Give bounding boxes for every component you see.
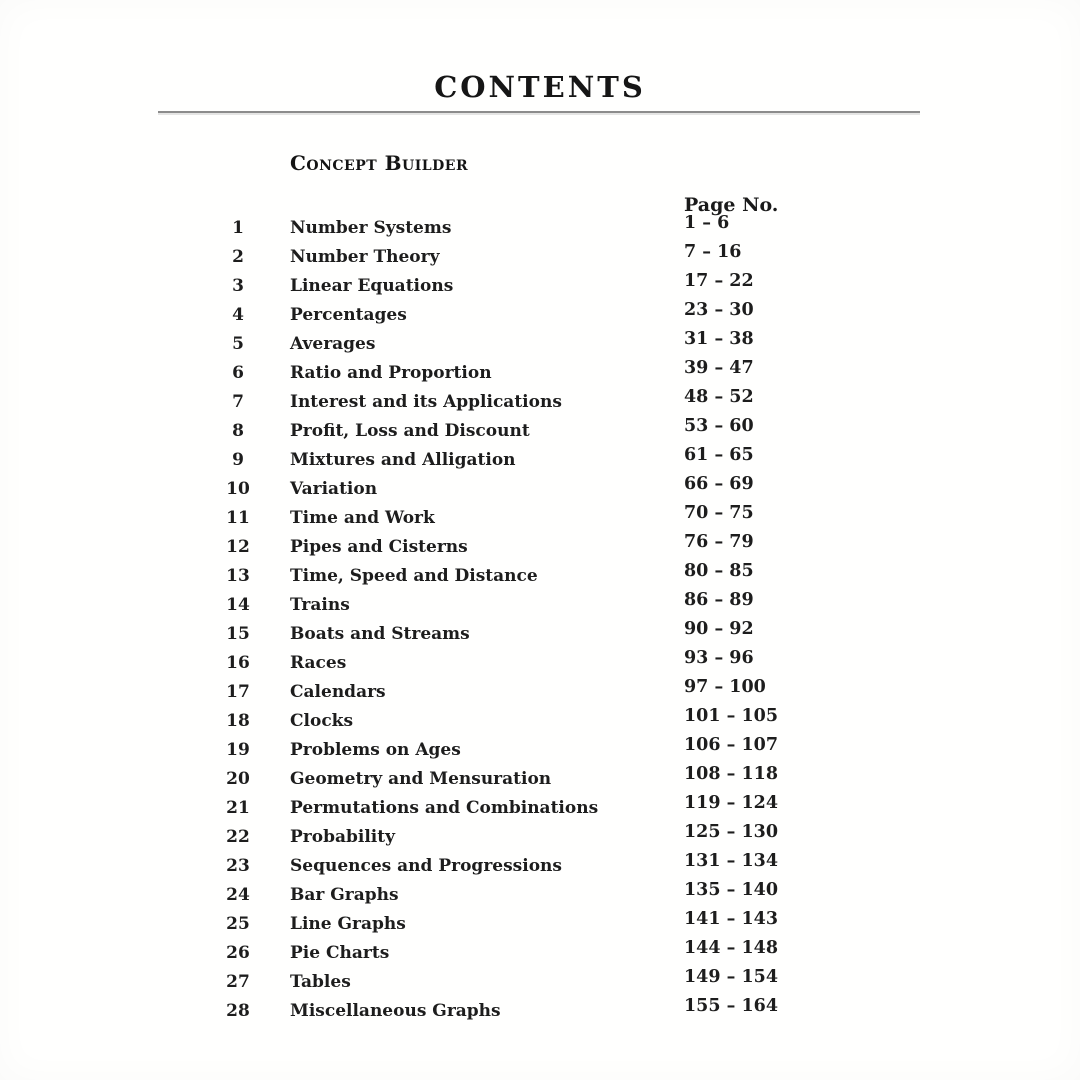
chapter-number: 12 — [226, 537, 250, 557]
chapter-title: Mixtures and Alligation — [290, 450, 516, 470]
chapter-title: Profit, Loss and Discount — [290, 421, 530, 441]
toc-row — [0, 359, 1080, 388]
toc-row — [0, 475, 1080, 504]
chapter-title: Problems on Ages — [290, 740, 461, 760]
toc-row — [0, 388, 1080, 417]
chapter-pages: 108 – 118 — [684, 764, 778, 784]
chapter-pages: 39 – 47 — [684, 358, 754, 378]
chapter-number: 3 — [232, 276, 244, 296]
chapter-number: 26 — [226, 943, 250, 963]
chapter-pages: 17 – 22 — [684, 271, 754, 291]
title-divider-rule — [158, 111, 920, 113]
chapter-number: 10 — [226, 479, 250, 499]
chapter-number: 22 — [226, 827, 250, 847]
chapter-pages: 70 – 75 — [684, 503, 754, 523]
chapter-pages: 31 – 38 — [684, 329, 754, 349]
chapter-title: Clocks — [290, 711, 354, 731]
chapter-pages: 93 – 96 — [684, 648, 754, 668]
chapter-title: Probability — [290, 827, 395, 847]
chapter-number: 5 — [232, 334, 244, 354]
chapter-title: Miscellaneous Graphs — [290, 1001, 501, 1021]
toc-row — [0, 301, 1080, 330]
chapter-number: 8 — [232, 421, 244, 441]
chapter-pages: 149 – 154 — [684, 967, 778, 987]
chapter-pages: 76 – 79 — [684, 532, 754, 552]
chapter-number: 16 — [226, 653, 250, 673]
chapter-pages: 101 – 105 — [684, 706, 778, 726]
chapter-number: 28 — [226, 1001, 250, 1021]
chapter-title: Bar Graphs — [290, 885, 399, 905]
chapter-pages: 48 – 52 — [684, 387, 754, 407]
toc-row — [0, 243, 1080, 272]
chapter-pages: 1 – 6 — [684, 213, 730, 233]
toc-list — [0, 214, 1080, 1026]
chapter-title: Trains — [290, 595, 350, 615]
chapter-number: 19 — [226, 740, 250, 760]
chapter-number: 7 — [232, 392, 244, 412]
chapter-pages: 135 – 140 — [684, 880, 778, 900]
toc-row — [0, 591, 1080, 620]
chapter-pages: 155 – 164 — [684, 996, 778, 1016]
toc-row — [0, 272, 1080, 301]
toc-row — [0, 794, 1080, 823]
chapter-number: 25 — [226, 914, 250, 934]
chapter-title: Sequences and Progressions — [290, 856, 562, 876]
toc-row — [0, 910, 1080, 939]
toc-row — [0, 968, 1080, 997]
toc-row — [0, 823, 1080, 852]
chapter-title: Percentages — [290, 305, 407, 325]
chapter-pages: 53 – 60 — [684, 416, 754, 436]
chapter-title: Variation — [290, 479, 378, 499]
chapter-number: 23 — [226, 856, 250, 876]
toc-row — [0, 881, 1080, 910]
toc-row — [0, 330, 1080, 359]
chapter-pages: 125 – 130 — [684, 822, 778, 842]
toc-row — [0, 765, 1080, 794]
chapter-pages: 61 – 65 — [684, 445, 754, 465]
chapter-title: Pie Charts — [290, 943, 390, 963]
chapter-number: 15 — [226, 624, 250, 644]
chapter-title: Calendars — [290, 682, 386, 702]
toc-row — [0, 678, 1080, 707]
chapter-title: Ratio and Proportion — [290, 363, 492, 383]
chapter-number: 27 — [226, 972, 250, 992]
chapter-title: Races — [290, 653, 347, 673]
chapter-number: 17 — [226, 682, 250, 702]
toc-row — [0, 620, 1080, 649]
chapter-title: Time, Speed and Distance — [290, 566, 538, 586]
toc-row — [0, 562, 1080, 591]
page-title: CONTENTS — [434, 70, 646, 104]
section-heading: Concept Builder — [290, 151, 469, 175]
chapter-title: Averages — [290, 334, 376, 354]
chapter-title: Time and Work — [290, 508, 435, 528]
toc-row — [0, 446, 1080, 475]
chapter-title: Permutations and Combinations — [290, 798, 599, 818]
toc-row — [0, 214, 1080, 243]
toc-row — [0, 852, 1080, 881]
chapter-number: 2 — [232, 247, 244, 267]
chapter-title: Number Systems — [290, 218, 452, 238]
page-no-column-header: Page No. — [684, 194, 779, 216]
chapter-title: Number Theory — [290, 247, 440, 267]
chapter-title: Tables — [290, 972, 351, 992]
chapter-number: 9 — [232, 450, 244, 470]
chapter-title: Boats and Streams — [290, 624, 470, 644]
toc-row — [0, 707, 1080, 736]
chapter-number: 6 — [232, 363, 244, 383]
chapter-title: Pipes and Cisterns — [290, 537, 468, 557]
chapter-number: 1 — [232, 218, 244, 238]
chapter-pages: 144 – 148 — [684, 938, 778, 958]
toc-row — [0, 504, 1080, 533]
chapter-pages: 90 – 92 — [684, 619, 754, 639]
toc-row — [0, 939, 1080, 968]
chapter-pages: 106 – 107 — [684, 735, 778, 755]
chapter-pages: 7 – 16 — [684, 242, 742, 262]
chapter-title: Geometry and Mensuration — [290, 769, 552, 789]
chapter-number: 4 — [232, 305, 244, 325]
chapter-number: 14 — [226, 595, 250, 615]
chapter-pages: 23 – 30 — [684, 300, 754, 320]
toc-row — [0, 533, 1080, 562]
chapter-number: 13 — [226, 566, 250, 586]
chapter-number: 21 — [226, 798, 250, 818]
toc-row — [0, 649, 1080, 678]
chapter-pages: 97 – 100 — [684, 677, 766, 697]
chapter-number: 20 — [226, 769, 250, 789]
toc-row — [0, 997, 1080, 1026]
chapter-number: 18 — [226, 711, 250, 731]
chapter-pages: 86 – 89 — [684, 590, 754, 610]
chapter-title: Linear Equations — [290, 276, 454, 296]
chapter-number: 24 — [226, 885, 250, 905]
toc-row — [0, 736, 1080, 765]
chapter-pages: 131 – 134 — [684, 851, 778, 871]
chapter-pages: 66 – 69 — [684, 474, 754, 494]
chapter-title: Line Graphs — [290, 914, 406, 934]
chapter-pages: 80 – 85 — [684, 561, 754, 581]
chapter-title: Interest and its Applications — [290, 392, 562, 412]
chapter-number: 11 — [226, 508, 250, 528]
chapter-pages: 141 – 143 — [684, 909, 778, 929]
chapter-pages: 119 – 124 — [684, 793, 778, 813]
toc-row — [0, 417, 1080, 446]
